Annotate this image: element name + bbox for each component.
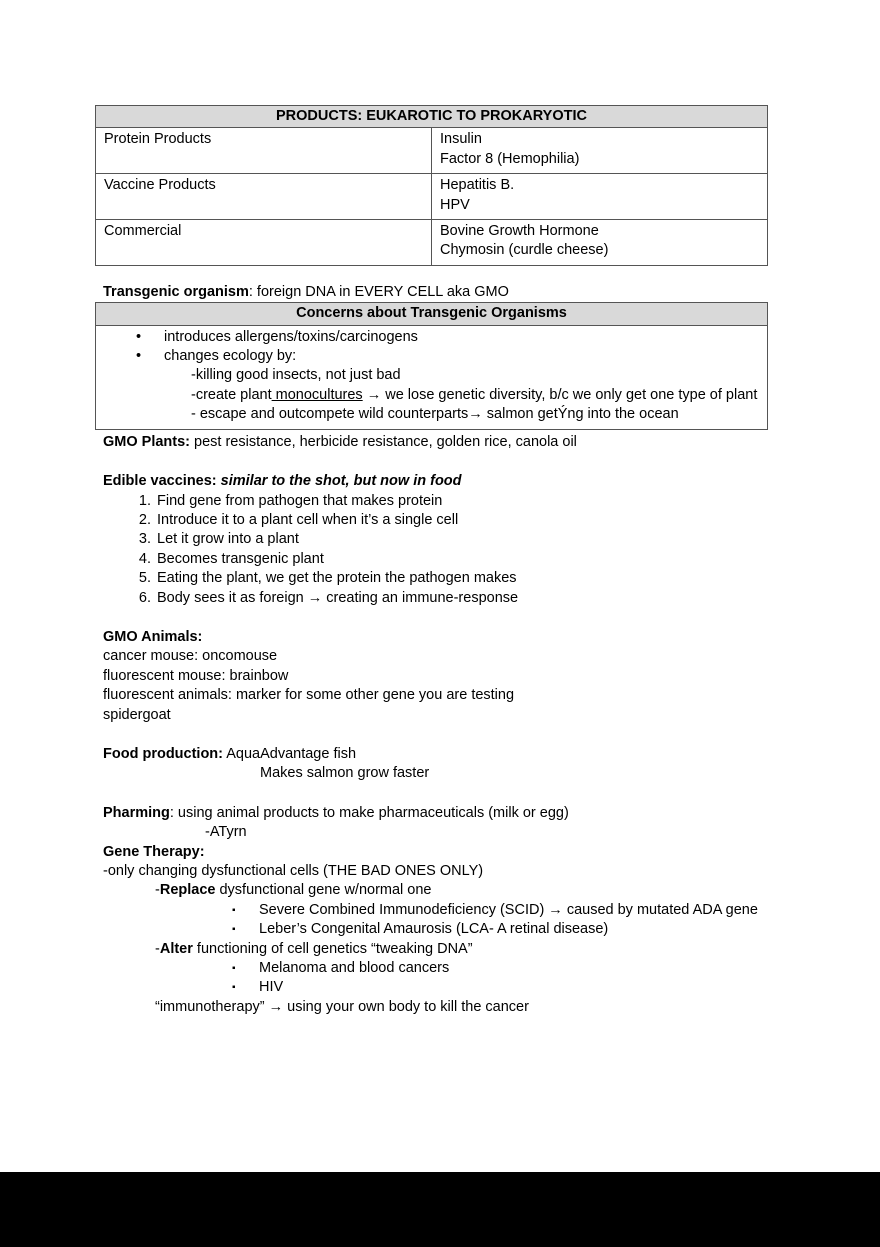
pharming-label: Pharming [103,804,170,821]
concerns-subline: -killing good insects, not just bad [191,367,401,384]
gmo-animals-line: fluorescent animals: marker for some other gene you are testing [103,687,515,704]
food-production-subline: Makes salmon grow faster [260,765,430,782]
concerns-table-header-row [96,303,768,325]
concerns-body [96,325,768,429]
concerns-table-title: Concerns about Transgenic Organisms [96,303,768,325]
list-item: 3. Let it grow into a plant [155,530,863,549]
products-items [432,174,768,220]
gene-therapy-sub-item [103,959,863,978]
replace-text: dysfunctional gene w/normal one [215,882,432,899]
bullet-icon: • [136,348,142,365]
gene-therapy-alter-line [103,940,863,959]
edible-vaccines-subtitle: similar to the shot, but now in food [216,473,462,490]
list-item: 6. Body sees it as foreign → creating an immune-response [155,589,863,608]
sub-item-text: Leber’s Congenital Amaurosis (LCA- A retinal disease) [259,921,609,938]
sub-item-text: Melanoma and blood cancers [259,960,450,977]
products-table-title: PRODUCTS: EUKAROTIC TO PROKARYOTIC [96,106,768,128]
concerns-bullet-item [104,347,759,366]
products-table [95,105,768,266]
gene-therapy-heading: Gene Therapy: [103,843,205,860]
food-production-line [103,745,863,764]
gmo-animals-line: cancer mouse: oncomouse [103,648,278,665]
concerns-table [95,302,768,429]
products-item: Chymosin (curdle cheese) [440,242,609,259]
food-production-label: Food production: [103,745,223,762]
replace-dash: - [155,882,160,899]
concerns-subline-text: -create plant [191,386,272,403]
products-item: Insulin [440,131,482,148]
transgenic-text: : foreign DNA in EVERY CELL aka GMO [248,283,509,300]
transgenic-definition [103,283,863,302]
table-row [96,128,768,174]
gmo-animals-line: fluorescent mouse: brainbow [103,667,289,684]
food-production-text: AquaAdvantage fish [223,745,357,762]
concerns-subline: - escape and outcompete wild counterparts→ salmon getÝng into the ocean [191,406,679,423]
list-item: 4. Becomes transgenic plant [155,550,863,569]
concerns-bullet-item [104,328,759,347]
square-bullet-icon: ▪ [232,963,236,975]
gene-therapy-sub-item [103,901,863,920]
gene-therapy-sub-item [103,978,863,997]
alter-label: Alter [159,940,193,957]
edible-vaccines-steps [103,492,863,608]
products-items [432,220,768,266]
concerns-underlined-term: monocultures [271,386,363,403]
sub-item-text: HIV [259,979,284,996]
concerns-bullet-text: introduces allergens/toxins/carcinogens [164,328,418,345]
alter-text: functioning of cell genetics “tweaking DNA” [192,940,473,957]
pharming-line [103,804,863,823]
table-row [96,174,768,220]
gene-therapy-replace-line [103,881,863,900]
edible-vaccines-label: Edible vaccines: [103,473,217,490]
gmo-plants-label: GMO Plants: [103,433,191,450]
square-bullet-icon: ▪ [232,924,236,936]
products-item: Bovine Growth Hormone [440,223,599,240]
replace-label: Replace [159,882,216,899]
square-bullet-icon: ▪ [232,982,236,994]
products-category: Vaccine Products [96,174,432,220]
sub-item-text: Severe Combined Immunodeficiency (SCID) → caused by mutated ADA gene [259,901,758,918]
list-item: 2. Introduce it to a plant cell when it’s a single cell [155,511,863,530]
products-items [432,128,768,174]
products-category: Protein Products [96,128,432,174]
products-item: Factor 8 (Hemophilia) [440,150,580,167]
gmo-animals-line: spidergoat [103,706,171,723]
products-item: HPV [440,196,470,213]
bullet-icon: • [136,328,142,345]
table-row [96,325,768,429]
concerns-subline-text: → we lose genetic diversity, b/c we only get one type of plant [362,386,758,403]
edible-vaccines-heading [103,472,863,491]
transgenic-label: Transgenic organism [103,283,249,300]
concerns-subline [104,386,759,405]
table-row [96,220,768,266]
gmo-plants-text: pest resistance, herbicide resistance, golden rice, canola oil [190,433,577,450]
gene-therapy-sub-item [103,920,863,939]
products-item: Hepatitis B. [440,177,515,194]
gmo-animals-heading: GMO Animals: [103,628,203,645]
gmo-plants-line [103,433,863,452]
alter-dash: - [155,940,160,957]
pharming-text: : using animal products to make pharmaceuticals (milk or egg) [169,804,569,821]
list-item: 5. Eating the plant, we get the protein the pathogen makes [155,569,863,588]
concerns-bullet-text: changes ecology by: [164,348,297,365]
products-category: Commercial [96,220,432,266]
immunotherapy-line: “immunotherapy” → using your own body to kill the cancer [155,998,529,1015]
square-bullet-icon: ▪ [232,904,236,916]
gene-therapy-line: -only changing dysfunctional cells (THE BAD ONES ONLY) [103,863,484,879]
products-table-header-row [96,106,768,128]
list-item: 1. Find gene from pathogen that makes protein [155,492,863,511]
pharming-subline: -ATyrn [205,824,247,841]
